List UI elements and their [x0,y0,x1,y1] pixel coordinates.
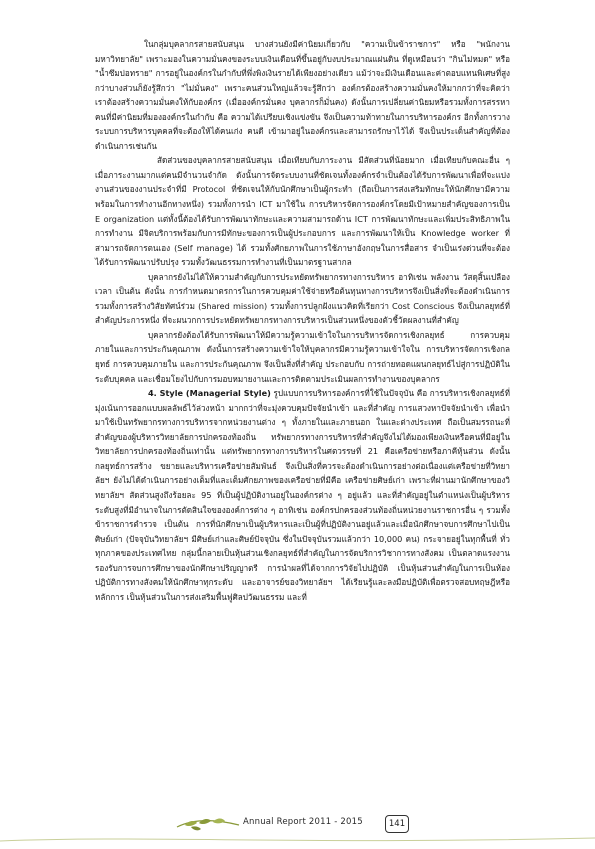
paragraph-managerial-style [95,386,510,604]
page-number: 141 [385,815,409,833]
paragraph-strategic-understanding: บุคลากรยังต้องได้รับการพัฒนาให้มีความรู้ความเข้าใจในการบริหารจัดการเชิงกลยุทธ์ การควบคุมภายในและการประกันคุณภาพ ดังนั้นการสร้างความเข้าใจให้บุคลากรมีความรู้ความเข้าใจใน การบริหารจัดการเชิงกลยุทธ์ การควบคุมภายใน และการประกันคุณภาพ จึงเป็นสิ่งที่สำคัญ ประกอบกับ การถ่ายทอดแผนกลยุทธ์ไปสู่การปฏิบัติในระดับบุคคล และเชื่อมโยงไปกับการมอบหมายงานและการติดตามประเมินผลการทำงานของบุคลากร [95,329,510,384]
paragraph-staff-ratio: สัดส่วนของบุคลากรสายสนับสนุน เมื่อเทียบกับภาระงาน มีสัดส่วนที่น้อยมาก เมื่อเทียบกับคณะอื่น ๆ เมื่อภาระงานมากแต่คนมีจำนวนจำกัด ดังนั้นการจัดระบบงานที่ชัดเจนทั้งองค์กรจำเป็นต้องได้รับการพัฒนาเพื่อที่จะแบ่งงานส่วนของงานประจำที่มี Protocol ที่ชัดเจนให้กับนักศึกษาเป็นผู้กระทำ (ถือเป็นการส่งเสริมทักษะให้นักศึกษามีความพร้อมในการทำงานอีกทางหนึ่ง) รวมทั้งการนำ ICT มาใช้ใน การบริหารจัดการองค์กรโดยมีเป้าหมายสำคัญของการเป็น E organization แต่ทั้งนี้ต้องได้รับการพัฒนาทักษะและความสามารถด้าน ICT การพัฒนาทักษะและเพิ่มประสิทธิภาพในการทำงาน มีจิตบริการพร้อมกับการมีทักษะของการเป็นผู้ประกอบการ และการพัฒนาให้เป็น Knowledge worker ที่สามารถจัดการตนเอง (Self manage) ได้ รวมทั้งศักยภาพในการใช้ภาษาอังกฤษในการสื่อสาร จำเป็นเร่งด่วนที่จะต้องได้รับการพัฒนาปรับปรุง รวมทั้งวัฒนธรรมการทำงานที่เป็นมาตรฐานสากล [95,155,510,268]
annual-report-label: Annual Report 2011 - 2015 [243,817,363,827]
paragraph-values: ในกลุ่มบุคลากรสายสนับสนุน บางส่วนยังมีค่านิยมเกี่ยวกับ "ความเป็นข้าราชการ" หรือ "พนักงานมหาวิทยาลัย" เพราะมองในความมั่นคงของระบบเงินเดือนที่ขึ้นอยู่กับงบประมาณแผ่นดิน ที่ดูเหมือนว่า "กินไม่หมด" หรือ "น้ำซึมบ่อทราย" การอยู่ในองค์กรในกำกับที่พึ่งพิงเงินรายได้เพียงอย่างเดียว แม้ว่าจะมีเงินเดือนและค่าตอบแทนพิเศษที่สูงกว่าบางส่วนก็ยังรู้สึกว่า "ไม่มั่นคง" เพราะคนส่วนใหญ่แล้วจะรู้สึกว่า องค์กรต้องสร้างความมั่นคงให้มากกว่าที่จะคิดว่า เราต้องสร้างความมั่นคงให้กับองค์กร (เมื่อองค์กรมั่นคง บุคลากรก็มั่นคง) ดังนั้นการเปลี่ยนค่านิยมหรือรวมทั้งการสรรหาคนที่มีค่านิยมที่มององค์กรในกำกับ คือ ความได้เปรียบเชิงแข่งขัน จึงเป็นความท้าทายในการบริหารองค์กร อีกทั้งการวางระบบการบริหารบุคคลที่จะต้องให้ได้คนเก่ง คนดี เข้ามาอยู่ในองค์กรและสามารถรักษาไว้ได้ จึงเป็นประเด็นสำคัญที่ต้องดำเนินการเช่นกัน [95,39,510,151]
body-text [95,37,510,604]
section-body-style: รูปแบบการบริหารองค์การที่ใช้ในปัจจุบัน คือ การบริหารเชิงกลยุทธ์ที่มุ่งเน้นการออกแบบผลลัพธ์ไว้ล่วงหน้า มากกว่าที่จะมุ่งควบคุมปัจจัยนำเข้า และที่สำคัญ การแสวงหาปัจจัยนำเข้า เพื่อนำมาใช้เป็นทรัพยากรทางการบริหารจากหน่วยงานต่าง ๆ ทั้งภายในและภายนอก ในและต่างประเทศ ถือเป็นสมรรถนะที่สำคัญของผู้บริหารวิทยาลัยการปกครองท้องถิ่น ทรัพยากรทางการบริหารที่สำคัญจึงไม่ได้มองเพียงเงินหรือคนที่มีอยู่ในวิทยาลัยการปกครองท้องถิ่นเท่านั้น แต่ทรัพยากรทางการบริหารในศตวรรษที่ 21 คือเครือข่ายหรือภาคีหุ้นส่วน ดังนั้น กลยุทธ์การสร้าง ขยายและบริหารเครือข่ายสัมพันธ์ จึงเป็นสิ่งที่ควรจะต้องดำเนินการอย่างต่อเนื่องแต่เครือข่ายที่วิทยาลัยฯ ยังไม่ได้ดำเนินการอย่างเต็มที่และเต็มศักยภาพของเครือข่ายที่มีคือ เครือข่ายศิษย์เก่า เพราะที่ผ่านมานักศึกษาของวิทยาลัยฯ สัดส่วนสูงถึงร้อยละ 95 ที่เป็นผู้ปฏิบัติงานอยู่ในองค์กรต่าง ๆ อยู่แล้ว และที่สำคัญอยู่ในตำแหน่งเป็นผู้บริหารระดับสูงที่มีอำนาจในการตัดสินใจขององค์การต่าง ๆ อาทิเช่น องค์กรปกครองส่วนท้องถิ่นหน่วยงานราชการอื่น ๆ รวมทั้งข้าราชการตำรวจ เป็นต้น การที่นักศึกษาเป็นผู้บริหารและเป็นผู้ที่ปฏิบัติงานอยู่แล้วและเมื่อนักศึกษาจบการศึกษาไปเป็นศิษย์เก่า (ปัจจุบันวิทยาลัยฯ มีศิษย์เก่าและศิษย์ปัจจุบัน ซึ่งในปัจจุบันรวมแล้วกว่า 10,000 คน) กระจายอยู่ในทุกพื้นที่ ทั่วทุกภาคของประเทศไทย กลุ่มนี้กลายเป็นหุ้นส่วนเชิงกลยุทธ์ที่สำคัญในการจัดบริการวิชาการทางสังคม เป็นตลาดแรงงานรองรับการจบการศึกษาของนักศึกษาปริญญาตรี การนำผลที่ได้จากการวิจัยไปปฏิบัติ เป็นหุ้นส่วนสำคัญในการเป็นห้องปฏิบัติการทางสังคมให้นักศึกษาทุกระดับ และอาจารย์ของวิทยาลัยฯ ได้เรียนรู้และลงมือปฏิบัติเพื่อตรวจสอบทฤษฎีหรือหลักการ เป็นหุ้นส่วนในการส่งเสริมพื้นฟูศิลปวัฒนธรรม และที่ [95,388,510,602]
section-heading-style: 4. Style (Managerial Style) [148,388,271,399]
paragraph-cost-saving: บุคลากรยังไม่ได้ให้ความสำคัญกับการประหยัดทรัพยากรทางการบริหาร อาทิเช่น พลังงาน วัสดุสิ้นเปลือง เวลา เป็นต้น ดังนั้น การกำหนดมาตรการในการควบคุมค่าใช้จ่ายหรือต้นทุนทางการบริหารจึงเป็นสิ่งที่จะต้องดำเนินการรวมทั้งการสร้างวิสัยทัศน์ร่วม (Shared mission) รวมทั้งการปลูกฝังแนวคิดที่เรียกว่า Cost Conscious จึงเป็นกลยุทธ์ที่สำคัญประการหนึ่ง ที่จะผนวกการประหยัดทรัพยากรทางการบริหารเป็นส่วนหนึ่งของตัวชี้วัดผลงานที่สำคัญ [95,271,510,326]
bottom-ornament [0,830,595,842]
